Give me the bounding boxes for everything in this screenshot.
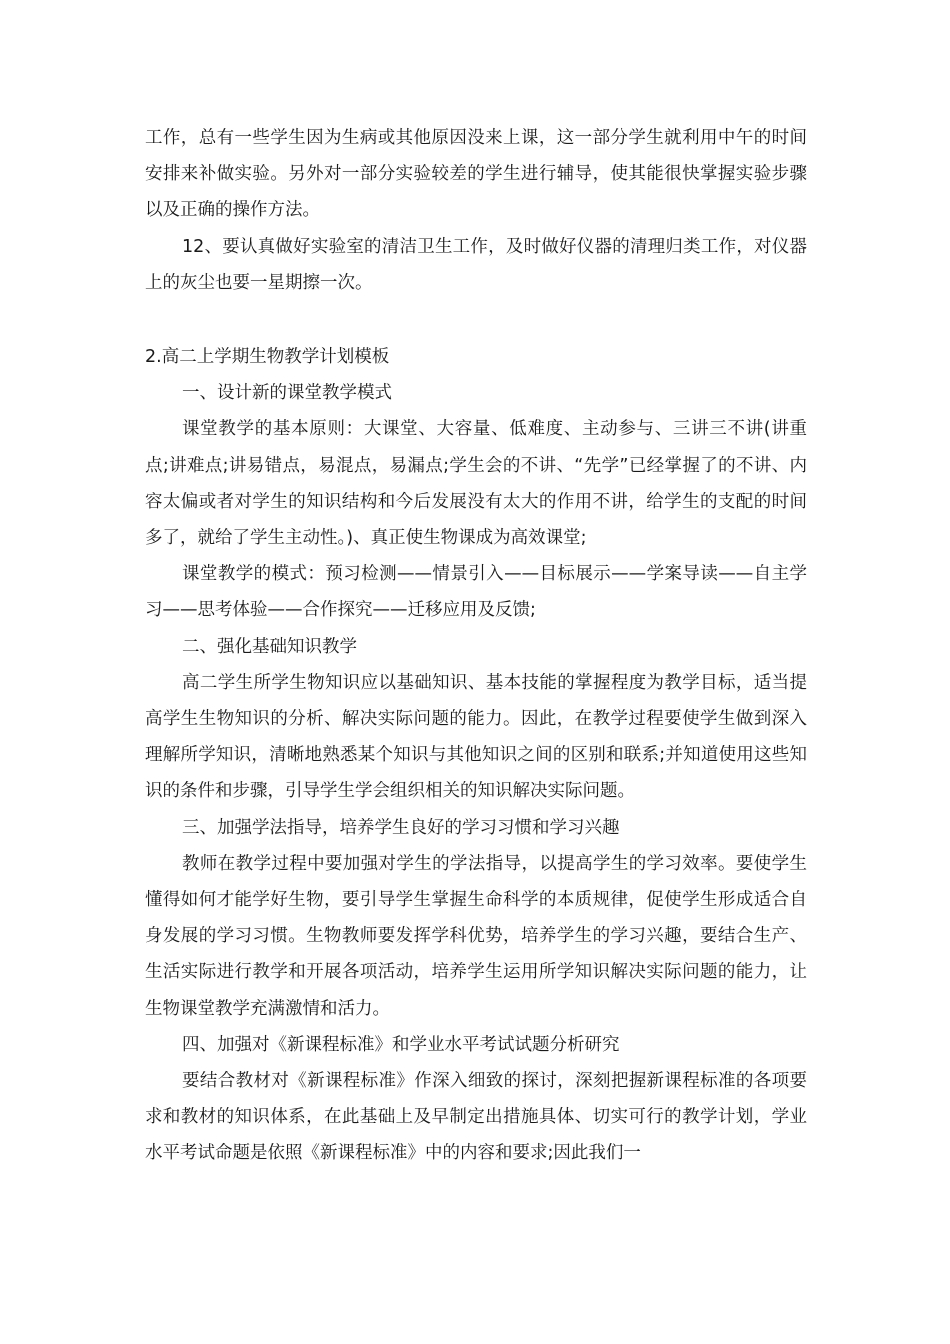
paragraph-mode: 课堂教学的模式：预习检测——情景引入——目标展示——学案导读——自主学习——思考体验——合作探究——迁移应用及反馈; — [145, 564, 807, 621]
paragraph-study-methods: 教师在教学过程中要加强对学生的学法指导，以提高学生的学习效率。要使学生懂得如何才能学好生物，要引导学生掌握生命科学的本质规律，促使学生形成适合自身发展的学习习惯。生物教师要发挥学科优势，培养学生的学习兴趣，要结合生产、生活实际进行教学和开展各项活动，培养学生运用所学知识解决实际问题的能力，让生物课堂教学充满激情和活力。 — [145, 853, 807, 1019]
document-body — [145, 120, 807, 1172]
paragraph-item-12: 12、要认真做好实验室的清洁卫生工作，及时做好仪器的清理归类工作，对仪器上的灰尘也要一星期擦一次。 — [145, 236, 807, 293]
section-title: 2.高二上学期生物教学计划模板 — [145, 347, 390, 368]
heading-1: 一、设计新的课堂教学模式 — [182, 383, 392, 404]
heading-3: 三、加强学法指导，培养学生良好的学习习惯和学习兴趣 — [182, 817, 620, 838]
heading-2: 二、强化基础知识教学 — [182, 636, 357, 657]
paragraph-basics: 高二学生所学生物知识应以基础知识、基本技能的掌握程度为教学目标，适当提高学生生物知识的分析、解决实际问题的能力。因此，在教学过程要使学生做到深入理解所学知识，清晰地熟悉某个知识与其他知识之间的区别和联系;并知道使用这些知识的条件和步骤，引导学生学会组织相关的知识解决实际问题。 — [145, 672, 807, 802]
paragraph-principles: 课堂教学的基本原则：大课堂、大容量、低难度、主动参与、三讲三不讲(讲重点;讲难点;讲易错点，易混点，易漏点;学生会的不讲、“先学”已经掌握了的不讲、内容太偏或者对学生的知识结构和今后发展没有太大的作用不讲，给学生的支配的时间多了，就给了学生主动性。)、真正使生物课成为高效课堂; — [145, 419, 807, 549]
heading-4: 四、加强对《新课程标准》和学业水平考试试题分析研究 — [182, 1034, 620, 1055]
paragraph-curriculum: 要结合教材对《新课程标准》作深入细致的探讨，深刻把握新课程标准的各项要求和教材的知识体系，在此基础上及早制定出措施具体、切实可行的教学计划，学业水平考试命题是依照《新课程标准》中的内容和要求;因此我们一 — [145, 1071, 807, 1164]
paragraph-continuation: 工作，总有一些学生因为生病或其他原因没来上课，这一部分学生就利用中午的时间安排来补做实验。另外对一部分实验较差的学生进行辅导，使其能很快掌握实验步骤以及正确的操作方法。 — [145, 128, 807, 221]
